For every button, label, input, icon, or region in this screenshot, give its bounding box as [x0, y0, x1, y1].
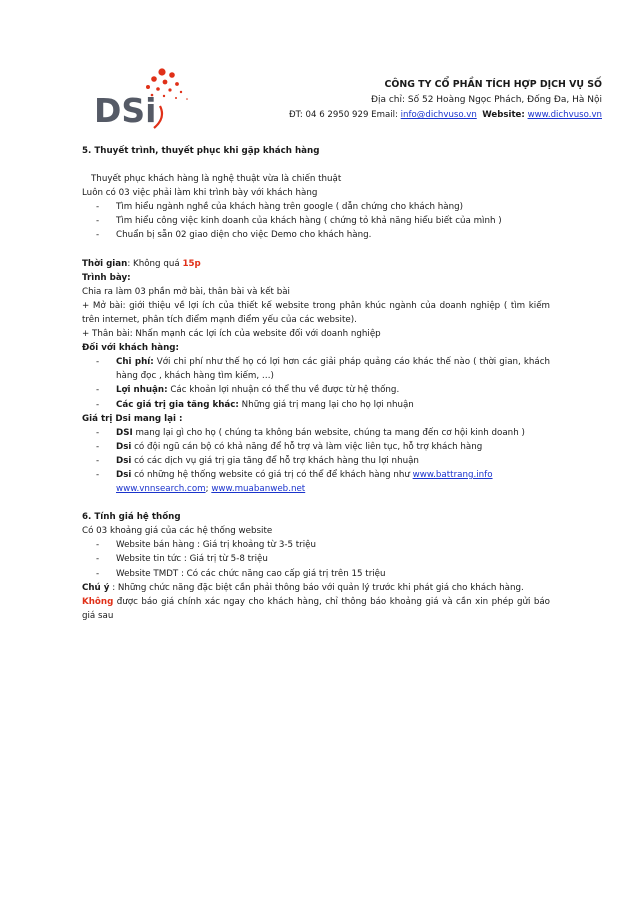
logo-wordmark: DSi — [94, 91, 157, 130]
company-address: Địa chỉ: Số 52 Hoàng Ngọc Phách, Đống Đa, Hà Nội — [371, 95, 602, 105]
battrang-link[interactable]: www.battrang.info — [412, 469, 493, 480]
phone-text: ĐT: 04 6 2950 929 — [288, 110, 369, 120]
vnnsearch-link[interactable]: www.vnnsearch.com — [116, 484, 206, 495]
section5-title: 5. Thuyết trình, thuyết phục khi gặp khách hàng — [82, 146, 320, 156]
list-item: - Tìm hiểu công việc kinh doanh của khách hàng ( chứng tỏ khả năng hiểu biết của mình ) — [96, 216, 502, 227]
list-item: - Các giá trị gia tăng khác: Những giá trị mang lại cho họ lợi nhuận — [96, 399, 414, 410]
list-item: - Website tin tức : Giá trị từ 5-8 triệu — [96, 554, 268, 565]
warning-line: Không được báo giá chính xác ngay cho khách hàng, chỉ thông báo khoảng giá và cần xin phép gửi báo giá sau — [82, 596, 550, 621]
list-item: - Website bán hàng : Giá trị khoảng từ 3-5 triệu — [96, 540, 317, 551]
list-item: - DSI mang lại gì cho họ ( chúng ta không bán website, chúng ta mang đến cơ hội kinh doanh ) — [96, 427, 525, 438]
for-customer-label: Đối với khách hàng: — [82, 343, 179, 354]
section5-lead: Luôn có 03 việc phải làm khi trình bày với khách hàng — [82, 188, 318, 199]
opening-line: + Mở bài: giới thiệu về lợi ích của thiết kế website trong phân khúc ngành của doanh nghiệp ( tìm kiếm trên internet, phân tích điểm mạnh điểm yếu của các website). — [82, 300, 550, 325]
customer-benefit-list — [82, 355, 550, 411]
dsi-value-label: Giá trị Dsi mang lại : — [82, 413, 183, 424]
time-line: Thời gian: Không quá 15p — [82, 258, 201, 269]
list-item: - Dsi có đội ngũ cán bộ có khả năng để hỗ trợ và làm việc liên tục, hỗ trợ khách hàng — [96, 441, 483, 452]
website-label: Website: — [482, 110, 525, 120]
list-item: - Dsi có các dịch vụ giá trị gia tăng để hỗ trợ khách hàng thu lợi nhuận — [96, 455, 419, 466]
parts-line: Chia ra làm 03 phần mở bài, thân bài và kết bài — [82, 286, 290, 297]
list-item: - Lợi nhuận: Các khoản lợi nhuận có thể thu về được từ hệ thống. — [96, 385, 400, 396]
document-body — [82, 144, 550, 623]
section6-title: 6. Tính giá hệ thống — [82, 512, 181, 523]
dsi-logo — [92, 62, 192, 130]
note-line: Chú ý : Những chức năng đặc biệt cần phải thông báo với quản lý trước khi phát giá cho khách hàng. — [82, 582, 524, 593]
time-value: 15p — [182, 258, 201, 269]
list-item: - Chuẩn bị sẵn 02 giao diện cho việc Demo cho khách hàng. — [96, 230, 372, 241]
company-name: CÔNG TY CỔ PHẦN TÍCH HỢP DỊCH VỤ SỐ — [384, 79, 602, 90]
task-list — [82, 200, 550, 242]
list-item: - Chi phí: Với chi phí như thế họ có lợi hơn các giải pháp quảng cáo khác thế nào ( thời gian, khách hàng đọc , khách hàng tìm kiếm, …) — [96, 357, 550, 382]
email-link[interactable]: info@dichvuso.vn — [400, 110, 477, 120]
list-item: - Dsi có những hệ thống website có giá trị có thể để khách hàng như www.battrang.info www.vnnsearch.com; www.muabanweb.net — [96, 469, 493, 495]
section5-intro: Thuyết phục khách hàng là nghệ thuật vừa là chiến thuật — [91, 174, 342, 185]
presentation-label: Trình bày: — [82, 272, 131, 283]
email-label: Email: — [371, 110, 398, 120]
body-part-line: + Thân bài: Nhấn mạnh các lợi ích của website đối với doanh nghiệp — [82, 329, 381, 340]
price-list — [82, 538, 550, 580]
section6-lead: Có 03 khoảng giá của các hệ thống website — [82, 526, 273, 537]
company-contact — [289, 110, 602, 120]
muabanweb-link[interactable]: www.muabanweb.net — [211, 484, 306, 495]
list-item: - Website TMDT : Có các chức năng cao cấp giá trị trên 15 triệu — [96, 568, 386, 579]
website-link[interactable]: www.dichvuso.vn — [527, 110, 602, 120]
dsi-value-list — [82, 426, 550, 496]
list-item: - Tìm hiểu ngành nghề của khách hàng trên google ( dẫn chứng cho khách hàng) — [96, 202, 464, 213]
